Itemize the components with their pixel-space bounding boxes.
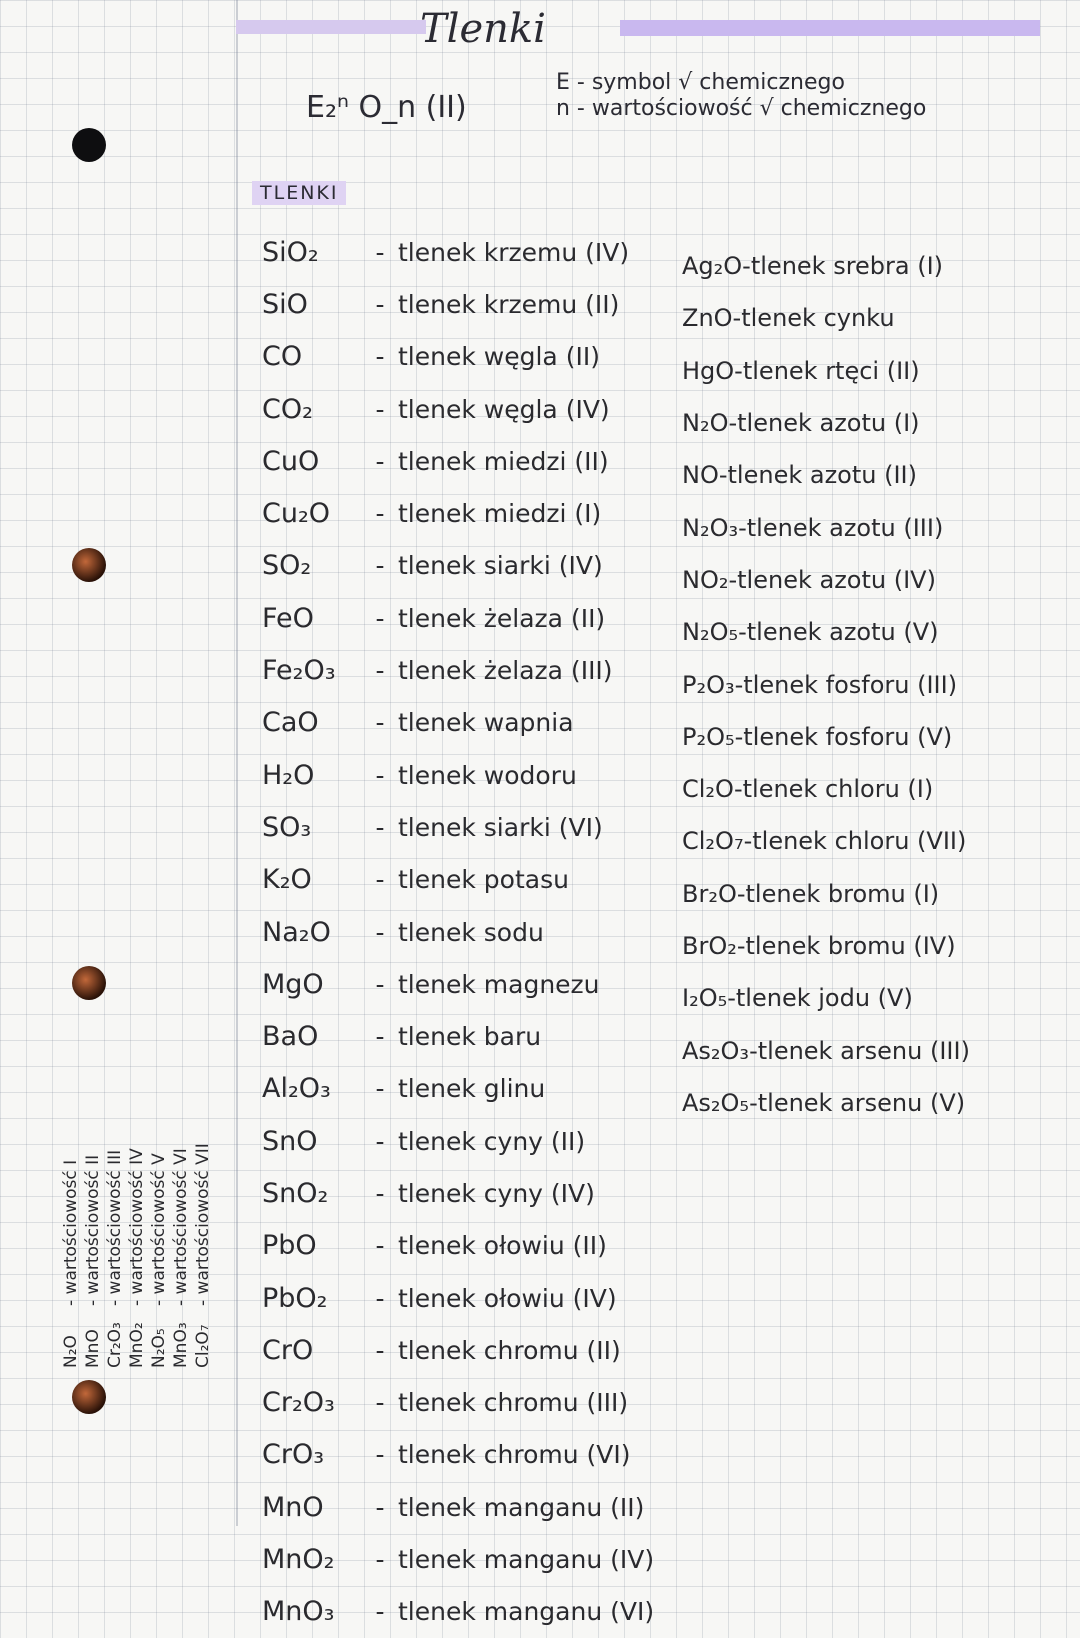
note-formula: MnO (83, 1329, 103, 1368)
oxide-formula: Cl₂O₇ (682, 827, 744, 856)
oxide-name: tlenek manganu (VI) (398, 1597, 655, 1627)
oxide-formula: CuO (262, 445, 320, 477)
oxide-name: tlenek rtęci (II) (742, 356, 920, 385)
binder-hole (72, 1380, 106, 1414)
valence-note (60, 1028, 82, 1368)
dash: - (738, 618, 747, 647)
dash: - (375, 1126, 385, 1156)
oxide-formula: ZnO (682, 304, 733, 333)
oxide-formula: MnO₂ (262, 1544, 335, 1576)
dash: - (375, 969, 385, 999)
oxide-row (262, 1010, 682, 1062)
oxide-row (682, 868, 1072, 920)
oxide-row (262, 1429, 682, 1481)
oxide-formula: MgO (262, 968, 324, 1000)
dash: - (742, 252, 751, 281)
oxide-formula: Cr₂O₃ (262, 1387, 335, 1419)
oxide-name: tlenek ołowiu (II) (398, 1231, 607, 1261)
note-formula: Cl₂O₇ (193, 1324, 213, 1368)
oxide-name: tlenek chromu (III) (398, 1388, 629, 1418)
oxide-name: tlenek bromu (I) (745, 879, 940, 908)
oxide-row (262, 749, 682, 801)
binder-hole (72, 966, 106, 1000)
oxide-row (682, 240, 1072, 292)
oxide-formula: BrO₂ (682, 932, 737, 960)
oxide-name: tlenek azotu (IV) (737, 565, 936, 594)
oxide-list-left (262, 226, 682, 1638)
oxide-formula: CO (262, 341, 303, 373)
oxide-formula: H₂O (262, 759, 315, 791)
oxide-name: tlenek cyny (II) (398, 1126, 586, 1156)
oxide-name: tlenek azotu (I) (737, 409, 920, 438)
dash: - (375, 1178, 385, 1208)
oxide-row (262, 958, 682, 1010)
oxide-formula: CrO (262, 1334, 314, 1366)
oxide-formula: P₂O₅ (682, 722, 735, 751)
valence-note (126, 1028, 148, 1368)
oxide-name: tlenek azotu (II) (727, 461, 917, 490)
dash: - (375, 1545, 385, 1575)
oxide-name: tlenek węgla (II) (398, 342, 600, 372)
section-tag: TLENKI (252, 181, 346, 205)
oxide-row (262, 1220, 682, 1272)
dash: - (375, 1597, 385, 1627)
oxide-name: tlenek glinu (398, 1074, 546, 1104)
note-text: - wartościowość VI (171, 1148, 191, 1306)
oxide-name: tlenek chloru (I) (742, 775, 934, 804)
note-text: - wartościowość II (83, 1154, 103, 1306)
dash: - (375, 1231, 385, 1261)
oxide-formula: HgO (682, 356, 735, 385)
title-highlight (620, 20, 1040, 36)
dash: - (749, 1036, 758, 1065)
oxide-row (262, 331, 682, 383)
dash: - (375, 1335, 385, 1365)
oxide-name: tlenek arsenu (III) (757, 1036, 970, 1065)
note-text: - wartościowość V (149, 1153, 169, 1306)
dash: - (375, 812, 385, 842)
oxide-row (262, 1533, 682, 1585)
oxide-row (262, 644, 682, 696)
oxide-row (682, 606, 1072, 658)
dash: - (375, 1492, 385, 1522)
oxide-name: tlenek wapnia (398, 708, 574, 738)
oxide-list-right (682, 240, 1072, 1129)
oxide-formula: MnO (262, 1491, 324, 1523)
dash: - (375, 1074, 385, 1104)
valence-note (104, 1028, 126, 1368)
oxide-row (682, 815, 1072, 867)
dash: - (375, 1440, 385, 1470)
dash: - (743, 827, 753, 856)
dash: - (375, 865, 385, 895)
oxide-formula: P₂O₃ (682, 670, 735, 699)
note-formula: N₂O (61, 1335, 81, 1368)
margin-line (236, 0, 238, 1526)
oxide-formula: SiO (262, 288, 308, 320)
oxide-name: tlenek manganu (II) (398, 1492, 645, 1522)
dash: - (375, 708, 385, 738)
oxide-name: tlenek węgla (IV) (398, 394, 610, 424)
oxide-name: tlenek magnezu (398, 969, 600, 999)
oxide-row (682, 1024, 1072, 1076)
dash: - (732, 304, 742, 333)
general-formula: E₂ⁿ O_n (II) (306, 90, 467, 125)
oxide-name: tlenek jodu (V) (735, 984, 913, 1013)
dash: - (375, 1283, 385, 1313)
oxide-formula: N₂O₃ (682, 513, 739, 542)
oxide-formula: Fe₂O₃ (262, 655, 336, 687)
oxide-name: tlenek żelaza (III) (398, 656, 613, 686)
oxide-row (262, 697, 682, 749)
oxide-name: tlenek fosforu (V) (743, 722, 953, 751)
dash: - (728, 565, 738, 594)
valence-note (148, 1028, 170, 1368)
oxide-formula: CO₂ (262, 393, 313, 425)
oxide-row (262, 1167, 682, 1219)
oxide-row (682, 292, 1072, 344)
oxide-formula: CaO (262, 707, 319, 739)
oxide-name: tlenek fosforu (III) (743, 670, 958, 699)
oxide-name: tlenek chloru (VII) (752, 827, 967, 856)
dash: - (733, 775, 743, 804)
oxide-name: tlenek wodoru (398, 760, 577, 790)
note-formula: Cr₂O₃ (105, 1322, 125, 1368)
oxide-row (262, 854, 682, 906)
legend (556, 70, 926, 122)
page-title: Tlenki (420, 6, 546, 52)
oxide-name: tlenek cyny (IV) (398, 1178, 595, 1208)
oxide-row (682, 554, 1072, 606)
dash: - (375, 446, 385, 476)
oxide-row (682, 763, 1072, 815)
oxide-formula: As₂O₅ (682, 1088, 750, 1117)
oxide-row (262, 1272, 682, 1324)
valence-notes (60, 1028, 214, 1368)
valence-note (170, 1028, 192, 1368)
oxide-row (682, 920, 1072, 972)
oxide-name: tlenek azotu (V) (746, 618, 939, 647)
oxide-formula: SiO₂ (262, 236, 319, 268)
oxide-formula: SO₂ (262, 550, 312, 582)
oxide-row (262, 383, 682, 435)
dash: - (375, 342, 385, 372)
oxide-formula: PbO (262, 1230, 317, 1262)
oxide-formula: N₂O (682, 409, 729, 438)
oxide-formula: I₂O₅ (682, 984, 728, 1013)
oxide-formula: NO₂ (682, 565, 729, 594)
dash: - (728, 409, 738, 438)
dash: - (734, 670, 744, 699)
oxide-row (262, 540, 682, 592)
oxide-name: tlenek miedzi (I) (398, 499, 602, 529)
note-formula: N₂O₅ (149, 1328, 169, 1368)
oxide-row (682, 711, 1072, 763)
oxide-formula: NO (682, 461, 719, 490)
oxide-formula: As₂O₃ (682, 1036, 750, 1065)
dash: - (375, 289, 385, 319)
oxide-formula: N₂O₅ (682, 618, 739, 647)
oxide-name: tlenek azotu (III) (746, 513, 944, 542)
oxide-formula: SO₃ (262, 811, 312, 843)
oxide-row (262, 906, 682, 958)
oxide-formula: BaO (262, 1021, 319, 1053)
oxide-formula: Ag₂O (682, 252, 743, 281)
valence-note (192, 1028, 214, 1368)
oxide-row (262, 1115, 682, 1167)
oxide-formula: FeO (262, 602, 314, 634)
dash: - (375, 1388, 385, 1418)
oxide-formula: Br₂O (682, 879, 737, 908)
oxide-name: tlenek potasu (398, 865, 569, 895)
legend-line: n - wartościowość √ chemicznego (556, 96, 927, 121)
binder-hole (72, 548, 106, 582)
oxide-formula: SnO₂ (262, 1177, 329, 1209)
oxide-formula: MnO₃ (262, 1596, 335, 1628)
dash: - (375, 656, 385, 686)
oxide-name: tlenek siarki (IV) (398, 551, 603, 581)
oxide-name: tlenek chromu (VI) (398, 1440, 631, 1470)
oxide-name: tlenek cynku (741, 304, 895, 333)
dash: - (736, 932, 746, 960)
oxide-row (262, 487, 682, 539)
dash: - (718, 461, 728, 490)
valence-note (82, 1028, 104, 1368)
oxide-row (682, 345, 1072, 397)
oxide-row (682, 972, 1072, 1024)
note-text: - wartościowość III (105, 1149, 125, 1306)
oxide-name: tlenek chromu (II) (398, 1335, 621, 1365)
oxide-formula: K₂O (262, 864, 312, 896)
dash: - (375, 551, 385, 581)
oxide-name: tlenek bromu (IV) (745, 932, 956, 960)
dash: - (375, 394, 385, 424)
oxide-formula: SnO (262, 1125, 318, 1157)
dash: - (375, 917, 385, 947)
dash: - (727, 984, 736, 1013)
note-text: - wartościowość I (61, 1159, 81, 1306)
oxide-name: tlenek srebra (I) (750, 252, 944, 281)
oxide-name: tlenek żelaza (II) (398, 603, 606, 633)
oxide-formula: PbO₂ (262, 1282, 328, 1314)
oxide-name: tlenek sodu (398, 917, 544, 947)
oxide-name: tlenek baru (398, 1022, 542, 1052)
note-formula: MnO₃ (171, 1322, 191, 1368)
oxide-row (682, 658, 1072, 710)
oxide-row (262, 1586, 682, 1638)
oxide-row (262, 1377, 682, 1429)
oxide-formula: Na₂O (262, 916, 331, 948)
oxide-formula: Cl₂O (682, 775, 734, 804)
oxide-name: tlenek ołowiu (IV) (398, 1283, 617, 1313)
oxide-row (262, 592, 682, 644)
dash: - (375, 760, 385, 790)
oxide-formula: Cu₂O (262, 498, 331, 530)
binder-hole (72, 128, 106, 162)
oxide-row (262, 435, 682, 487)
oxide-row (262, 226, 682, 278)
dash: - (375, 1022, 385, 1052)
oxide-name: tlenek krzemu (IV) (398, 237, 630, 267)
oxide-row (262, 278, 682, 330)
oxide-name: tlenek miedzi (II) (398, 446, 609, 476)
oxide-row (262, 801, 682, 853)
oxide-row (682, 1077, 1072, 1129)
oxide-row (682, 449, 1072, 501)
legend-line: E - symbol √ chemicznego (556, 70, 845, 95)
oxide-name: tlenek arsenu (V) (757, 1088, 966, 1117)
dash: - (375, 237, 385, 267)
dash: - (375, 603, 385, 633)
oxide-row (262, 1324, 682, 1376)
oxide-row (262, 1063, 682, 1115)
dash: - (736, 879, 746, 908)
dash: - (734, 722, 744, 751)
note-text: - wartościowość VII (193, 1143, 213, 1306)
title-highlight (236, 20, 426, 34)
oxide-row (682, 501, 1072, 553)
oxide-name: tlenek krzemu (II) (398, 289, 620, 319)
oxide-formula: Al₂O₃ (262, 1073, 331, 1105)
oxide-row (682, 397, 1072, 449)
dash: - (375, 499, 385, 529)
dash: - (749, 1088, 758, 1117)
dash: - (734, 356, 743, 385)
note-formula: MnO₂ (127, 1322, 147, 1368)
dash: - (738, 513, 747, 542)
note-text: - wartościowość IV (127, 1148, 147, 1306)
oxide-name: tlenek siarki (VI) (398, 812, 603, 842)
oxide-name: tlenek manganu (IV) (398, 1545, 655, 1575)
oxide-formula: CrO₃ (262, 1439, 325, 1471)
